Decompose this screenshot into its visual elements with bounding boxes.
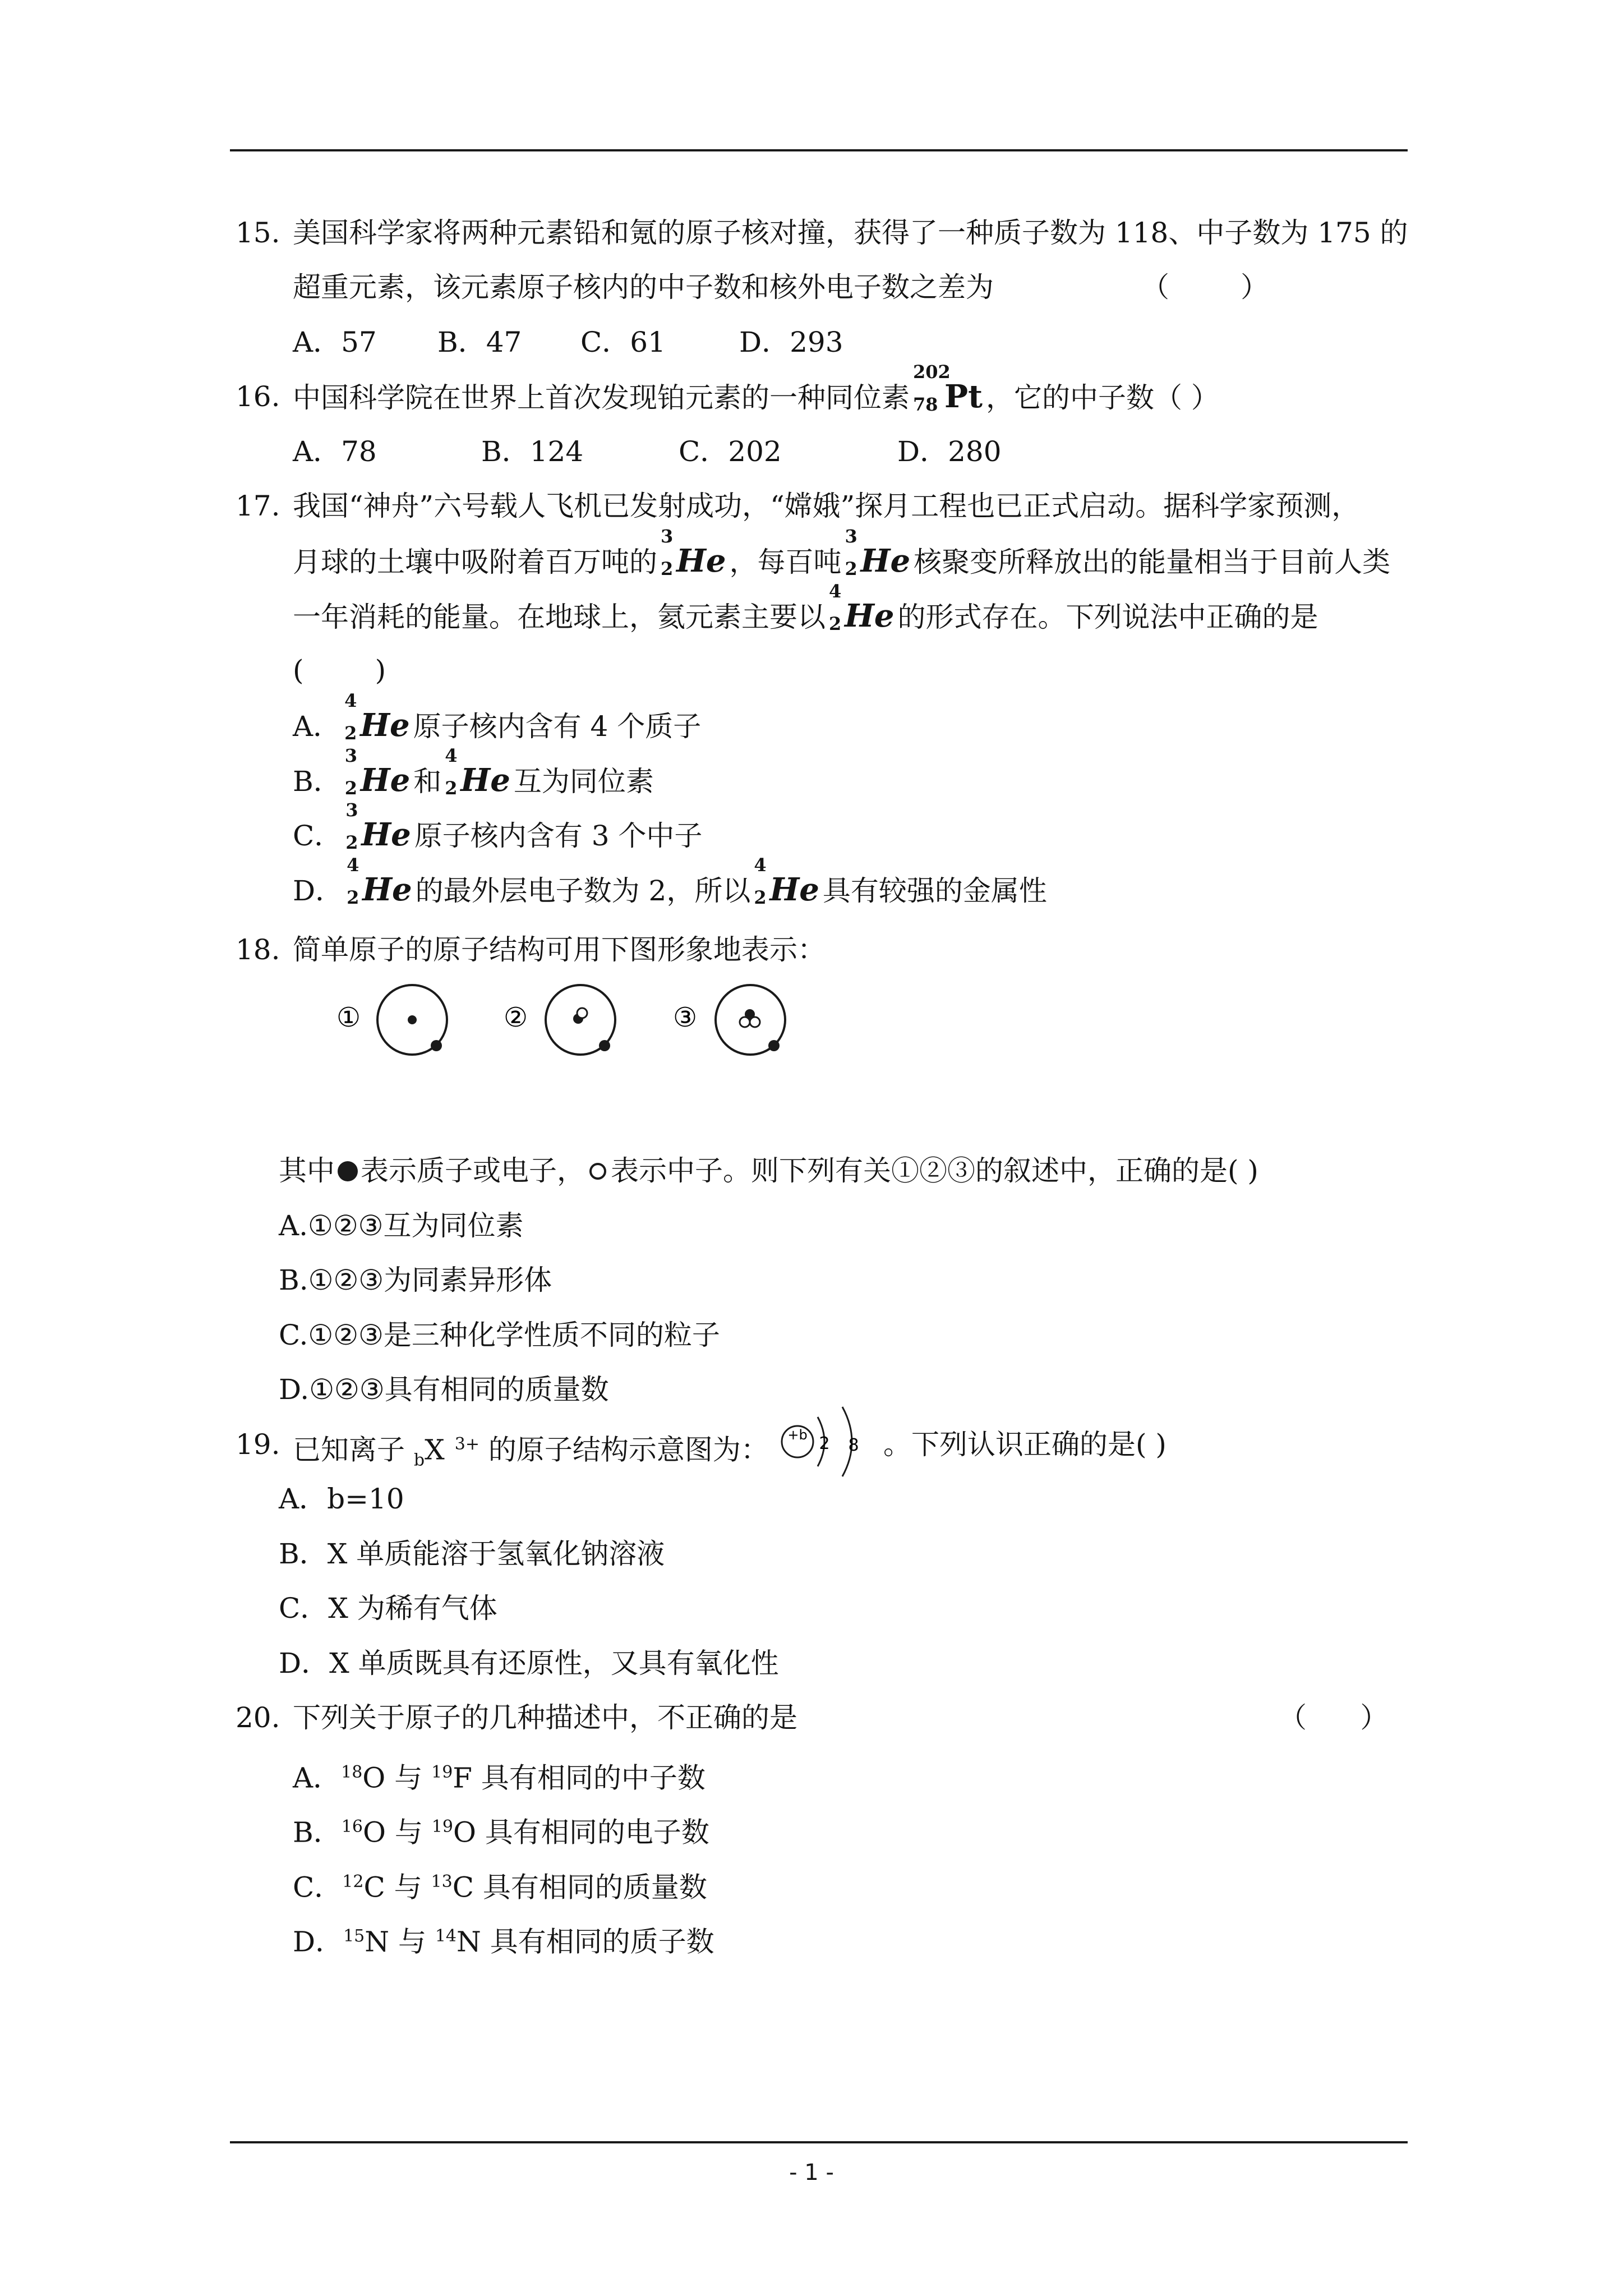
atom-label-1: ① [336,1002,361,1033]
q20-stem: 下列关于原子的几种描述中，不正确的是 [293,1701,797,1734]
footer-rule [230,2141,1408,2143]
ion-subscript: b [413,1450,425,1470]
proton-dot [745,1009,755,1019]
q20-option-d: D．$^{15}$N 与 $^{14}$N 具有相同的质子数 [293,1925,714,1958]
q18-atom-diagrams [325,976,830,1077]
he4-isotope: 4 2 He [347,854,412,908]
he4-isotope: 4 2 He [754,854,819,908]
q20-answer-paren: （ ） [1279,1701,1389,1734]
q16-number: 16. [236,380,280,413]
he3-isotope: 3 2 He [661,526,726,579]
atom-label-2: ② [504,1002,528,1033]
q20-option-a: A．$^{18}$O 与 $^{19}$F 具有相同的中子数 [293,1761,706,1795]
q19-option-b: B．X 单质能溶于氢氧化钠溶液 [279,1538,665,1570]
shell2-count: 8 [848,1435,859,1455]
atom-diagram-1 [336,985,447,1055]
he4-isotope: 4 2 He [445,745,510,799]
q18-option-a: A.①②③互为同位素 [279,1209,524,1242]
q15-answer-paren: （ ） [1141,271,1269,303]
q18-option-d: D.①②③具有相同的质量数 [279,1373,609,1406]
he4-isotope: 4 2 He [829,581,895,634]
nucleus-charge: +b [787,1427,808,1443]
q17-number: 17. [236,490,280,522]
he4-isotope: 4 2 He [344,690,410,744]
shell1-count: 2 [819,1434,830,1453]
q17-answer-paren: ( ) [293,654,386,687]
q17-stem-line1: 我国“神舟”六号载人飞机已发射成功，“嫦娥”探月工程也已正式启动。据科学家预测， [293,490,1360,522]
header-rule [230,149,1408,151]
q17-stem-line2: 月球的土壤中吸附着百万吨的 3 2 He ，每百吨 3 2 He 核聚变所释放出的能量相当于目前人类 [293,526,1391,579]
q17-option-d: D． 4 2 He 的最外层电子数为 2，所以 4 2 He 具有较强的金属性 [293,854,1047,908]
q15-stem-line2: 超重元素，该元素原子核内的中子数和核外电子数之差为 [293,271,994,303]
q19-option-c: C．X 为稀有气体 [279,1592,497,1625]
electron-dot [768,1040,780,1051]
q19-stem-c: 。下列认识正确的是( ) [883,1428,1166,1461]
he3-isotope: 3 2 He [344,745,411,799]
q20-option-c: C．$^{12}$C 与 $^{13}$C 具有相同的质量数 [293,1871,707,1904]
q15-stem-line1: 美国科学家将两种元素铅和氪的原子核对撞，获得了一种质子数为 118、中子数为 175 的 [293,217,1408,249]
q20-option-b: B．$^{16}$O 与 $^{19}$O 具有相同的电子数 [293,1816,709,1849]
he3-isotope: 3 2 He [845,526,911,579]
q20-number: 20. [236,1701,280,1734]
proton-dot [408,1015,417,1024]
q17-option-a: A． 4 2 He 原子核内含有 4 个质子 [293,690,702,744]
q16-option-c: C．202 [679,435,782,468]
q16-text-after: ，它的中子数（ ） [985,381,1219,414]
filled-dot-symbol [335,1159,361,1187]
q17-stem-line3: 一年消耗的能量。在地球上，氦元素主要以 4 2 He 的形式存在。下列说法中正确的是 [293,581,1318,634]
ion-structure-diagram [780,1407,880,1491]
q15-number: 15. [236,217,280,249]
q15-option-c: C．61 [580,326,666,358]
q19-number: 19. [236,1428,280,1461]
q19-stem-a: 已知离子 $_b$X $^{3+}$ 的原子结构示意图为： [293,1433,769,1470]
q16-option-a: A．78 [293,435,377,468]
page-number: - 1 - [789,2160,834,2185]
neutron-dot [577,1008,587,1018]
open-dot-symbol [585,1159,611,1187]
q16-option-b: B．124 [481,435,584,468]
q16-text-before: 中国科学院在世界上首次发现铂元素的一种同位素 [293,381,910,414]
q15-option-a: A．57 [293,326,377,358]
q16-option-d: D．280 [897,435,1002,468]
q17-option-b: B． 3 2 He 和 4 2 He 互为同位素 [293,745,654,799]
atom-diagram-2 [504,985,615,1055]
q15-option-d: D．293 [739,326,843,358]
q19-option-a: A．b=10 [279,1483,404,1515]
q19-option-d: D．X 单质既具有还原性，又具有氧化性 [279,1647,779,1680]
q15-option-b: B．47 [437,326,522,358]
q18-description: 其中 表示质子或电子， 表示中子。则下列有关①②③的叙述中，正确的是( ) [279,1154,1258,1187]
q16-isotope-pt: 202 78 Pt [913,361,983,415]
q16-stem [293,361,1219,415]
q18-number: 18. [236,933,280,966]
ion-symbol: X [425,1433,445,1466]
electron-dot [599,1040,610,1051]
ion-charge: 3+ [454,1434,479,1454]
electron-dot [431,1040,442,1051]
q18-option-b: B.①②③为同素异形体 [279,1264,552,1296]
atom-diagram-3 [673,985,785,1055]
q18-stem: 简单原子的原子结构可用下图形象地表示： [293,933,826,966]
q17-option-c: C． 3 2 He 原子核内含有 3 个中子 [293,799,703,853]
q18-option-c: C.①②③是三种化学性质不同的粒子 [279,1319,720,1351]
atom-label-3: ③ [673,1002,698,1033]
he3-isotope: 3 2 He [345,799,411,853]
